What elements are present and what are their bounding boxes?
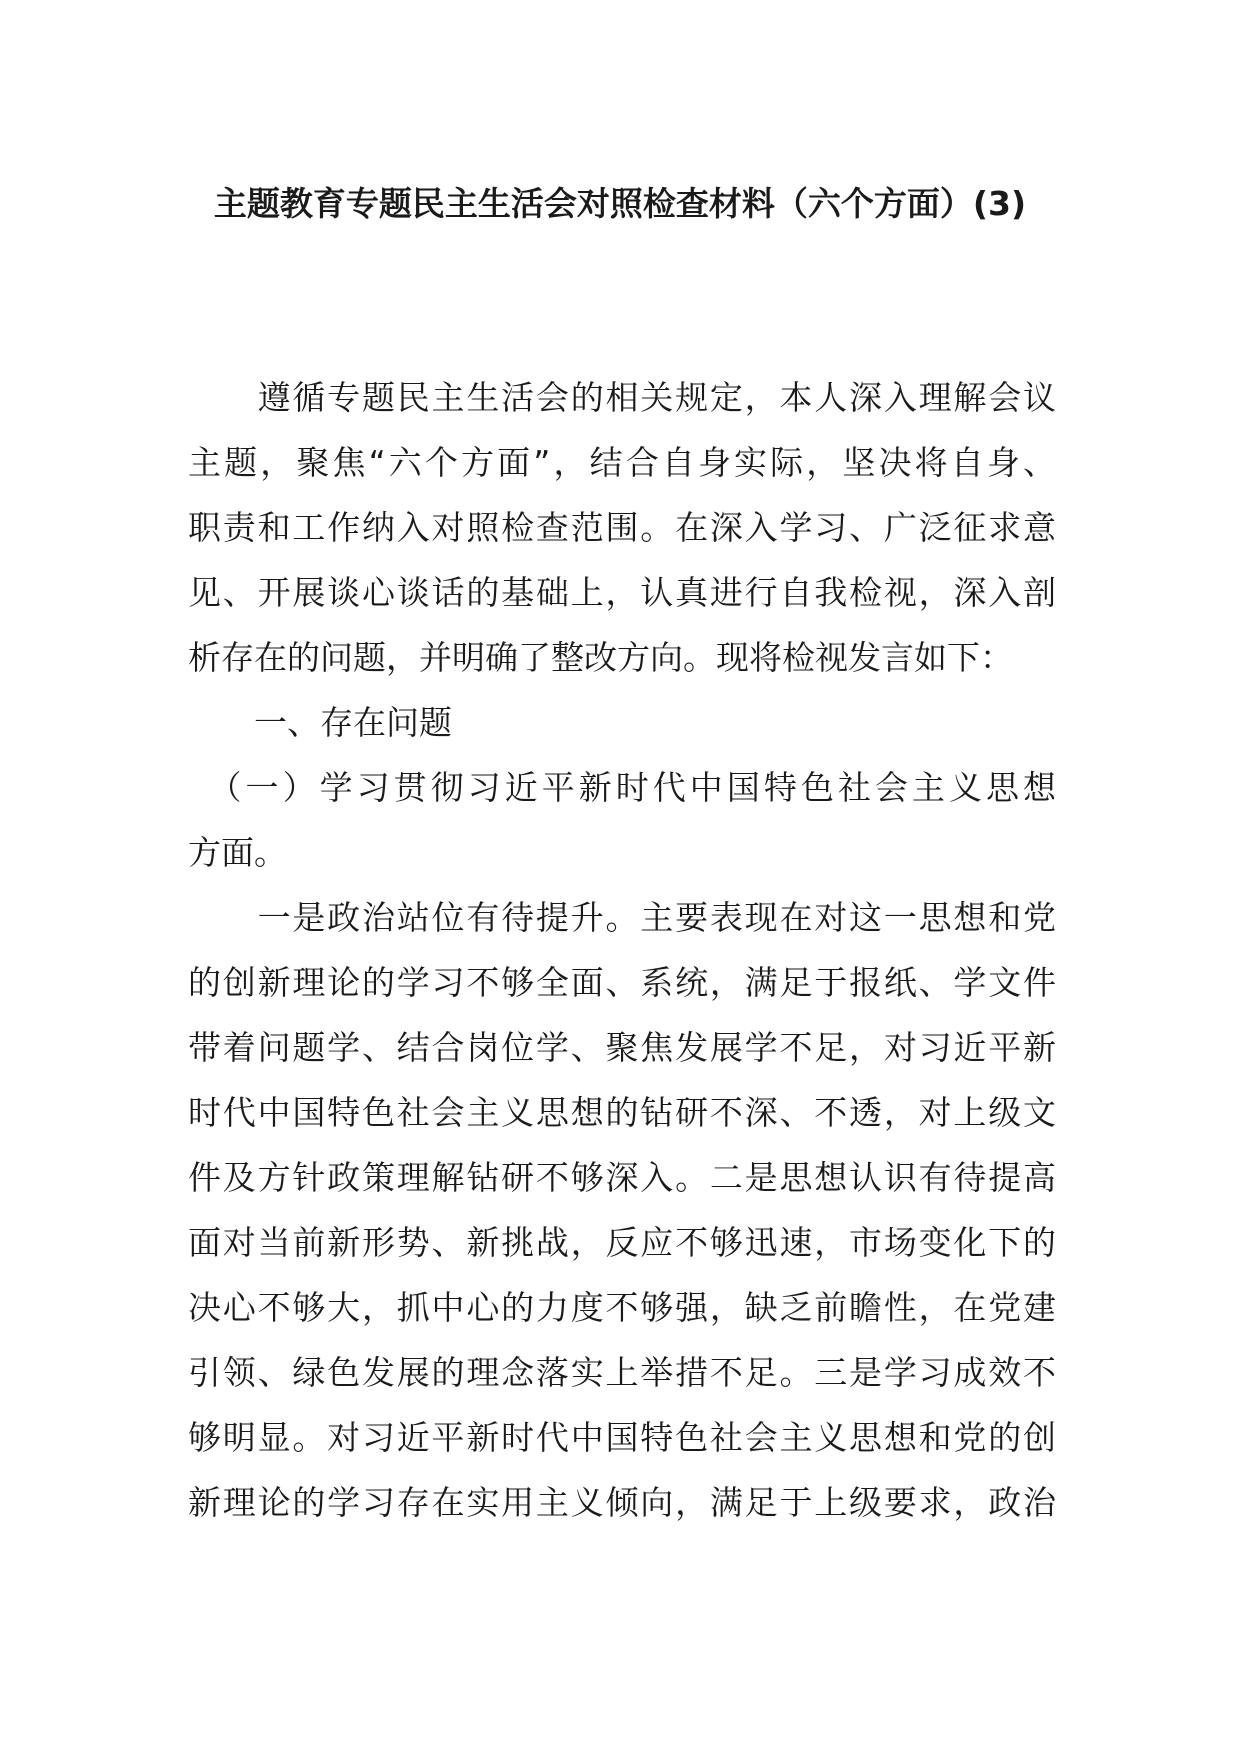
body-line: 职责和工作纳入对照检查范围。在深入学习、广泛征求意: [188, 508, 1056, 547]
subsection-heading-end: 方面。: [188, 833, 287, 872]
body-line: 决心不够大，抓中心的力度不够强，缺乏前瞻性，在党建: [188, 1288, 1056, 1327]
section-heading: 一、存在问题: [188, 703, 452, 742]
body-line: 见、开展谈心谈话的基础上，认真进行自我检视，深入剖: [188, 573, 1056, 612]
body-line: 带着问题学、结合岗位学、聚焦发展学不足，对习近平新: [188, 1028, 1056, 1067]
body-line: 引领、绿色发展的理念落实上举措不足。三是学习成效不: [188, 1353, 1056, 1392]
body-line: 够明显。对习近平新时代中国特色社会主义思想和党的创: [188, 1418, 1056, 1457]
body-line: 一是政治站位有待提升。主要表现在对这一思想和党: [188, 898, 1056, 937]
body-line: 主题，聚焦“六个方面”，结合自身实际，坚决将自身、: [188, 443, 1056, 482]
body-line: 析存在的问题，并明确了整改方向。现将检视发言如下：: [188, 638, 1013, 677]
body-line: 遵循专题民主生活会的相关规定，本人深入理解会议: [188, 378, 1056, 417]
body-line: 的创新理论的学习不够全面、系统，满足于报纸、学文件: [188, 963, 1056, 1002]
body-line: 新理论的学习存在实用主义倾向，满足于上级要求，政治: [188, 1483, 1056, 1522]
body-line: 件及方针政策理解钻研不够深入。二是思想认识有待提高: [188, 1158, 1056, 1197]
subsection-heading: （一）学习贯彻习近平新时代中国特色社会主义思想: [188, 768, 1056, 807]
document-title: 主题教育专题民主生活会对照检查材料（六个方面）(3): [213, 184, 1027, 223]
document-body: [188, 365, 1056, 1535]
body-line: 面对当前新形势、新挑战，反应不够迅速，市场变化下的: [188, 1223, 1056, 1262]
body-line: 时代中国特色社会主义思想的钻研不深、不透，对上级文: [188, 1093, 1056, 1132]
